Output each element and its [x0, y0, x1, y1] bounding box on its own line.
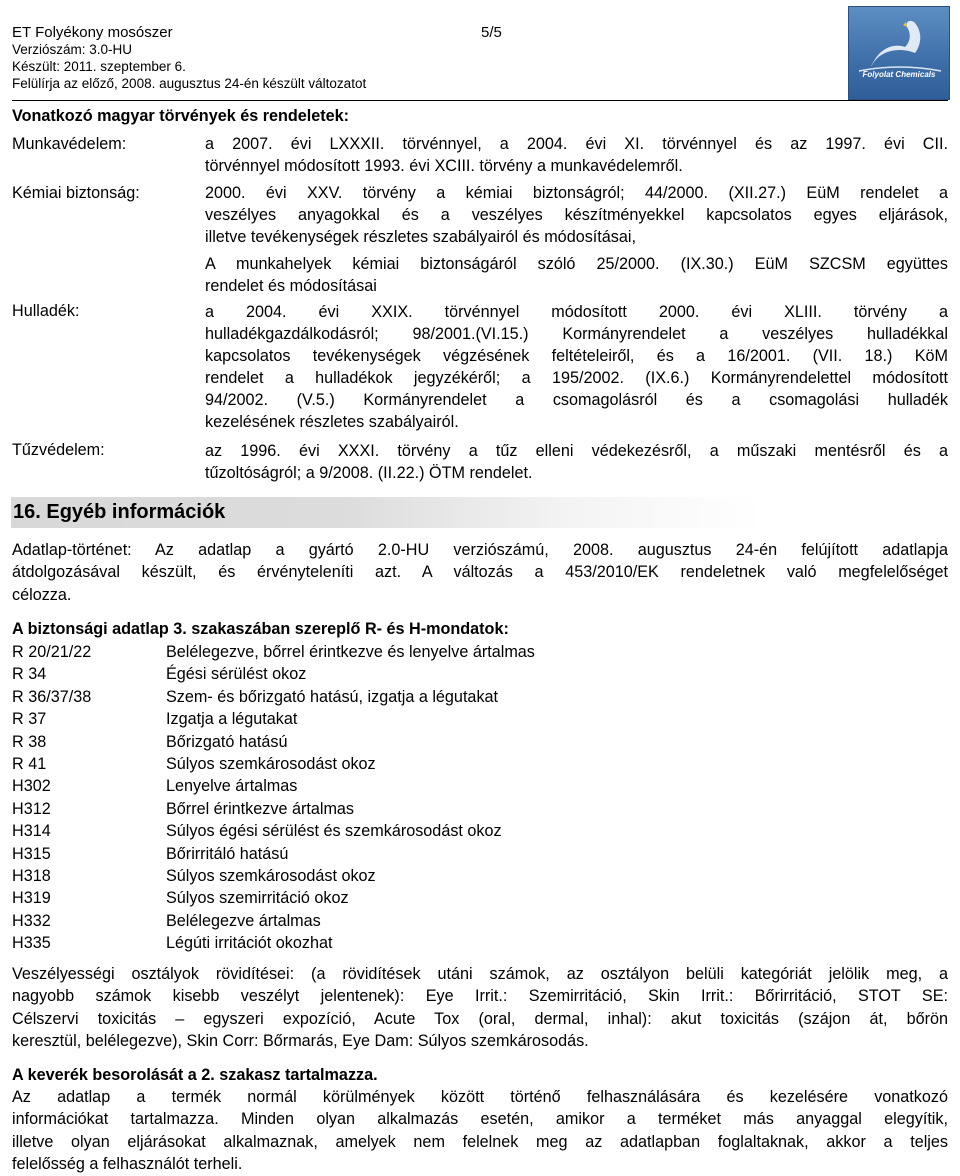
legal-line: veszélyes anyagokkal és a veszélyes készítményekkel kapcsolatos egyes eljárások,	[205, 206, 948, 224]
legal-line: a 2004. évi XXIX. törvénnyel módosított 2000. évi XLIII. törvény a	[205, 303, 948, 321]
phrase-text: Bőrizgató hatású	[166, 732, 288, 751]
abbrev-line: keresztül, belélegezve), Skin Corr: Bőrmarás, Eye Dam: Súlyos szemkárosodás.	[12, 1032, 589, 1051]
company-logo	[848, 6, 950, 100]
history-line: célozza.	[12, 585, 72, 604]
phrase-code: H315	[12, 844, 51, 863]
legal-line: tűzoltóságról; a 9/2008. (II.22.) ÖTM rendelet.	[205, 464, 533, 482]
legal-line: a 2007. évi LXXXII. törvénnyel, a 2004. évi XI. törvénnyel és az 1997. évi CII.	[205, 135, 948, 153]
disclaimer	[12, 1086, 948, 1176]
legal-line: rendelet a hulladékok jegyzékéről; a 195/2002. (IX.6.) Kormányrendelettel módosított	[205, 369, 948, 387]
phrase-code: R 20/21/22	[12, 643, 92, 661]
phrase-text: Súlyos szemkárosodást okoz	[166, 755, 376, 773]
phrase-code: H314	[12, 822, 51, 841]
phrase-code: R 34	[12, 665, 47, 684]
phrase-code: R 41	[12, 755, 47, 773]
legal-def-chemical-safety	[205, 182, 948, 248]
revision-history	[12, 539, 948, 606]
product-name: ET Folyékony mosószer	[12, 24, 173, 41]
legal-line: hulladékgazdálkodásról; 98/2001.(VI.15.) Kormányrendelet a veszélyes hulladékkal	[205, 325, 948, 343]
phrase-text: Súlyos szemirritáció okoz	[166, 889, 349, 908]
logo-text: Folyolat Chemicals	[862, 70, 936, 79]
disclaimer-line: illetve olyan eljárásokat alkalmaznak, amelyek nem felelnek meg az adatlapban foglaltaknak, akkor a teljes	[12, 1132, 948, 1151]
legal-def-fire-safety	[205, 440, 948, 484]
disclaimer-line: Az adatlap a termék normál körülmények között történő felhasználására és kezelésére vonatkozó	[12, 1088, 948, 1106]
legal-line: kapcsolatos tevékenységek végzésének feltételeiről, és a 16/2001. (VII. 18.) KöM	[205, 347, 948, 365]
phrase-code: H319	[12, 889, 51, 908]
legal-term-waste: Hulladék:	[12, 302, 80, 320]
phrase-text: Belélegezve ártalmas	[166, 911, 321, 930]
abbrev-line: Veszélyességi osztályok rövidítései: (a rövidítések utáni számok, az osztályon belüli kategóriát jelölik meg, a	[12, 965, 948, 983]
phrase-code: R 36/37/38	[12, 687, 92, 706]
legal-line: az 1996. évi XXXI. törvény a tűz elleni védekezésről, a műszaki mentésről és a	[205, 442, 948, 460]
abbrev-line: nagyobb számok kisebb veszélyt jelentenek): Eye Irrit.: Szemirritáció, Skin Irrit.: Bőrirritáció, STOT SE:	[12, 987, 948, 1006]
supersedes-note: Felülírja az előző, 2008. augusztus 24-én készült változatot	[12, 76, 367, 91]
phrase-text: Égési sérülést okoz	[166, 665, 307, 684]
phrase-text: Szem- és bőrizgató hatású, izgatja a légutakat	[166, 687, 499, 706]
phrase-text: Súlyos égési sérülést és szemkárosodást okoz	[166, 822, 502, 841]
phrase-text: Lenyelve ártalmas	[166, 777, 298, 796]
legal-def-waste	[205, 301, 948, 433]
history-line: Adatlap-történet: Az adatlap a gyártó 2.0-HU verziószámú, 2008. augusztus 24-én felújított adatlapja	[12, 541, 948, 559]
section-16-title: 16. Egyéb információk	[13, 501, 226, 523]
prepared-date: Készült: 2011. szeptember 6.	[12, 59, 186, 74]
legal-term-chemical-safety: Kémiai biztonság:	[12, 184, 140, 202]
legal-line: A munkahelyek kémiai biztonságáról szóló 25/2000. (IX.30.) EüM SZCSM együttes	[205, 255, 948, 273]
disclaimer-line: felelősség a felhasználót terheli.	[12, 1155, 243, 1174]
legal-def-chemical-safety-2	[205, 253, 948, 297]
phrase-text: Belélegezve, bőrrel érintkezve és lenyelve ártalmas	[166, 643, 535, 661]
phrase-code: H302	[12, 777, 51, 796]
phrase-text: Légúti irritációt okozhat	[166, 934, 333, 953]
legal-line: rendelet és módosításai	[205, 277, 377, 295]
page-header	[12, 24, 948, 100]
phrase-code: H318	[12, 867, 51, 885]
disclaimer-line: információkat tartalmazza. Minden olyan alkalmazás esetén, amikor a terméket más anyaggal elegyítik,	[12, 1110, 948, 1129]
phrase-code: R 37	[12, 710, 47, 729]
phrase-code: H312	[12, 799, 51, 818]
phrases-title: A biztonsági adatlap 3. szakaszában szereplő R- és H-mondatok:	[12, 620, 509, 638]
phrase-text: Súlyos szemkárosodást okoz	[166, 867, 376, 885]
legal-line: illetve tevékenységek részletes szabályairól és módosításai,	[205, 228, 636, 246]
legal-line: kezelésének részletes szabályairól.	[205, 413, 459, 431]
legal-term-occupational-safety: Munkavédelem:	[12, 135, 127, 153]
header-divider	[12, 100, 948, 101]
phrase-text: Bőrrel érintkezve ártalmas	[166, 799, 355, 818]
swan-icon	[849, 7, 949, 99]
version-number: Verziószám: 3.0-HU	[12, 42, 133, 57]
legal-term-fire-safety: Tűzvédelem:	[12, 441, 105, 459]
page-number: 5/5	[481, 24, 502, 41]
phrase-code: H335	[12, 934, 51, 953]
hazard-abbreviations	[12, 963, 948, 1053]
section-16-heading	[11, 497, 949, 528]
phrase-code: R 38	[12, 732, 47, 751]
legal-line: törvénnyel módosított 1993. évi XCIII. törvény a munkavédelemről.	[205, 157, 683, 175]
history-line: átdolgozásával készült, és érvényteleníti azt. A változás a 453/2010/EK rendeletnek való megfelelőséget	[12, 563, 948, 582]
legal-line: 94/2002. (V.5.) Kormányrendelet a csomagolásról és a csomagolási hulladék	[205, 391, 948, 409]
phrase-code: H332	[12, 911, 51, 930]
phrase-text: Izgatja a légutakat	[166, 710, 298, 729]
legal-title: Vonatkozó magyar törvények és rendeletek:	[12, 107, 350, 125]
abbrev-line: Célszervi toxicitás – egyszeri expozíció, Acute Tox (oral, dermal, inhal): akut toxicitás (szájon át, bőrön	[12, 1009, 948, 1028]
classification-note: A keverék besorolását a 2. szakasz tartalmazza.	[12, 1066, 378, 1084]
phrase-text: Bőrirritáló hatású	[166, 844, 289, 863]
legal-def-occupational-safety	[205, 133, 948, 177]
legal-line: 2000. évi XXV. törvény a kémiai biztonságról; 44/2000. (XII.27.) EüM rendelet a	[205, 184, 948, 202]
